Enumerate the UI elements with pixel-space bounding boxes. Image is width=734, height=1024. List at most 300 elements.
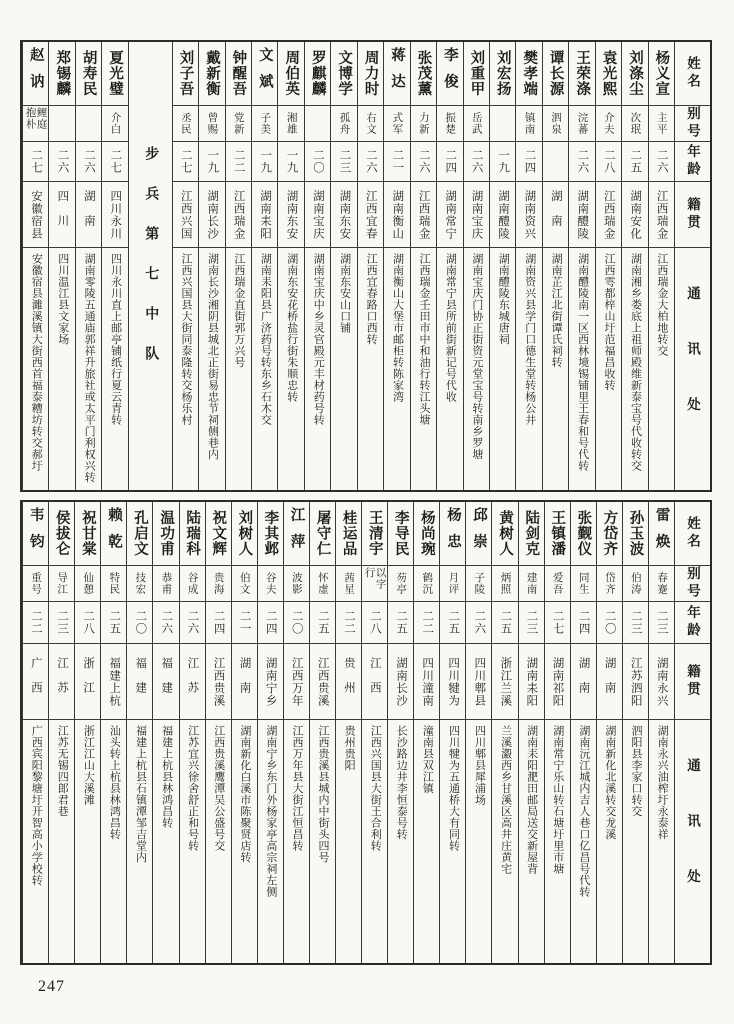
person-age: 二六 [56,149,69,174]
person-native: 湖南 [238,657,251,706]
person-age: 二六 [655,149,668,174]
person-alias: 式军 [391,112,403,135]
cell-native [622,182,647,248]
cell-native [331,182,356,248]
cell-age [102,142,127,182]
person-native: 江西 [368,657,381,706]
person-address: 江西贵溪县城内中街头四号 [317,725,330,863]
person-age: 二一 [238,610,251,635]
person-address: 四川永川直上邮亭铺纸行夏云青转 [109,253,122,426]
person-native: 四川永川 [109,189,122,240]
cell-native [623,644,648,720]
cell-age [622,142,647,182]
cell-age [49,602,74,644]
person-native: 江西瑞金 [655,189,668,240]
cell-alias [543,106,568,142]
cell-native [180,644,205,720]
cell-address [180,720,205,963]
cell-age [23,142,48,182]
person-alias: 芴亭 [395,572,407,595]
cell-address [284,720,309,963]
cell-native [206,644,231,720]
person-name: 杨义宣 [653,50,670,97]
person-native: 江西瑞金 [602,189,615,240]
cell-name [305,42,330,106]
person-age: 二三 [629,610,642,635]
cell-native [543,182,568,248]
person-name: 周伯英 [283,50,300,97]
person-name: 孙玉波 [627,510,644,557]
cell-native [226,182,251,248]
person-name: 郑锡麟 [54,50,71,97]
person-age: 二二 [232,149,245,174]
cell-name [284,502,309,566]
section-label-column [128,42,172,490]
cell-native [516,182,541,248]
person-name: 钟醒吾 [230,50,247,97]
person-age: 二四 [264,610,277,635]
cell-age [278,142,303,182]
person-age: 一九 [206,149,219,174]
header-age-label: 年龄 [685,144,701,179]
cell-alias [199,106,224,142]
person-native: 江苏泗阳 [629,656,642,707]
person-column [489,42,515,490]
person-address: 湖南新化北溪转交龙溪 [603,725,616,840]
person-native: 湖南东安 [338,189,351,240]
person-age: 二五 [629,149,642,174]
person-native: 江苏 [55,657,68,706]
person-address: 贵州贵阳 [343,725,356,771]
person-column [257,502,283,963]
cell-address [571,720,596,963]
person-age: 二七 [109,149,122,174]
cell-alias [516,106,541,142]
person-native: 福建 [160,657,173,706]
person-alias: 曾赐 [206,112,218,135]
person-age: 二六 [576,149,589,174]
cell-name [571,502,596,566]
header-cell-address [675,248,710,490]
cell-name [519,502,544,566]
cell-native [252,182,277,248]
cell-address [336,720,361,963]
cell-name [206,502,231,566]
cell-native [232,644,257,720]
person-column [309,502,335,963]
person-name: 刘重甲 [468,50,485,97]
cell-name [310,502,335,566]
person-name: 黄树人 [497,510,514,557]
person-alias: 子美 [259,112,271,135]
person-name: 赖乾 [105,506,122,561]
person-address: 湖南东安山口铺 [338,253,351,334]
person-column [622,502,648,963]
page-number: 247 [38,978,65,995]
cell-address [75,720,100,963]
cell-alias [440,566,465,602]
cell-name [623,502,648,566]
person-alias: 丞民 [179,112,191,135]
header-native-label: 籍贯 [685,197,701,232]
section-label: 步兵第七中队 [143,146,159,386]
cell-address [252,248,277,490]
person-alias: 波影 [290,572,302,595]
cell-alias [362,566,387,602]
cell-name [232,502,257,566]
person-name: 祝文辉 [210,510,227,557]
person-address: 江西瑞金直街郭万兴号 [232,253,245,368]
cell-age [362,602,387,644]
person-name: 张茂薰 [415,50,432,97]
header-column [674,502,710,963]
cell-address [199,248,224,490]
person-alias: 导江 [56,572,68,595]
person-column [231,502,257,963]
person-age: 二四 [444,149,457,174]
person-age: 二二 [421,610,434,635]
person-age: 二六 [473,610,486,635]
person-column [75,42,101,490]
person-age: 二〇 [290,610,303,635]
person-name: 韦钧 [27,506,44,561]
person-alias: 岳武 [470,112,482,135]
cell-age [384,142,409,182]
cell-name [226,42,251,106]
cell-alias [252,106,277,142]
person-column [410,42,436,490]
person-address: 湖南醴陵南一区西林境锡铺里王春和号代转 [576,253,589,472]
person-age: 二五 [395,610,408,635]
person-age: 二二 [342,610,355,635]
person-native: 江西瑞金 [232,189,245,240]
person-age: 二五 [108,610,121,635]
person-age: 二四 [577,610,590,635]
person-age: 二〇 [312,149,325,174]
person-address: 福建上杭县石镇潭邹吉堂内 [134,725,147,863]
person-alias: 怀虚 [316,572,328,595]
person-alias: 月评 [447,572,459,595]
cell-native [490,182,515,248]
person-alias: 春蹇 [655,572,667,595]
cell-native [102,182,127,248]
person-age: 二八 [369,610,382,635]
cell-alias [384,106,409,142]
cell-age [388,602,413,644]
person-name: 王镇潘 [549,510,566,557]
header-column [674,42,710,490]
cell-age [466,602,491,644]
cell-alias [466,566,491,602]
cell-age [411,142,436,182]
person-column [179,502,205,963]
cell-age [258,602,283,644]
person-address: 江西瑞金大柏地转交 [655,253,668,357]
cell-native [414,644,439,720]
cell-address [649,248,674,490]
person-alias: 技宏 [134,572,146,595]
person-column [518,502,544,963]
person-alias: 镇南 [523,112,535,135]
cell-native [258,644,283,720]
person-column [595,42,621,490]
person-address: 江西万年县大街江恒昌转 [290,725,303,852]
person-name: 屠守仁 [314,510,331,557]
person-alias: 泗泉 [550,112,562,135]
person-address: 湖南资兴县学门口德生堂转杨公井 [523,253,536,426]
cell-age [440,602,465,644]
cell-native [76,182,101,248]
cell-alias [23,106,48,142]
cell-address [49,720,74,963]
cell-native [597,644,622,720]
cell-native [173,182,198,248]
person-address: 安徽宿县濉溪镇大街西首福泰糟坊转交郝圩 [30,253,43,472]
person-age: 二二 [30,610,43,635]
person-alias: 以字行 [363,566,386,590]
person-native: 湖南长沙 [206,189,219,240]
person-address: 湖南醴陵东城唐祠 [497,253,510,345]
person-age: 一九 [497,149,510,174]
person-name: 李其邺 [262,510,279,557]
person-age: 二六 [417,149,430,174]
person-address: 浙江江山大溪滩 [82,725,95,806]
person-address: 湖南东安花桥盐行街朱顺忠转 [285,253,298,403]
person-age: 二五 [316,610,329,635]
cell-alias [490,106,515,142]
cell-alias [596,106,621,142]
person-name: 王清宇 [366,510,383,557]
cell-name [464,42,489,106]
cell-age [206,602,231,644]
header-cell-name [675,42,710,106]
person-alias: 介夫 [602,112,614,135]
person-native: 湖南常宁 [444,189,457,240]
cell-alias [75,566,100,602]
person-name: 侯拔仑 [53,510,70,557]
person-column [251,42,277,490]
cell-alias [411,106,436,142]
person-address: 兰溪瀫西乡甘溪区高井庄黄宅 [499,725,512,875]
header-name-label: 姓名 [685,56,701,91]
person-column [172,42,198,490]
roster-table-bottom [20,500,712,965]
person-column [126,502,152,963]
cell-name [649,42,674,106]
cell-address [411,248,436,490]
cell-age [649,602,674,644]
cell-alias [102,106,127,142]
cell-age [437,142,462,182]
cell-native [492,644,517,720]
cell-native [305,182,330,248]
cell-address [258,720,283,963]
cell-age [336,602,361,644]
person-native: 江西兴国 [179,189,192,240]
person-column [387,502,413,963]
cell-age [516,142,541,182]
person-name: 邱崇 [471,506,488,561]
cell-native [569,182,594,248]
person-native: 湖南耒阳 [259,189,272,240]
person-column [283,502,309,963]
cell-name [596,42,621,106]
cell-alias [278,106,303,142]
person-address: 江西兴国县大街同泰隆转交杨乐村 [180,253,193,426]
cell-alias [464,106,489,142]
person-native: 浙江兰溪 [499,656,512,707]
cell-address [437,248,462,490]
person-column [439,502,465,963]
cell-name [516,42,541,106]
cell-address [23,720,48,963]
person-column [22,502,48,963]
cell-age [199,142,224,182]
cell-name [411,42,436,106]
cell-name [545,502,570,566]
person-alias: 恭甫 [160,572,172,595]
cell-native [437,182,462,248]
cell-native [101,644,126,720]
cell-address [153,720,178,963]
cell-address [543,248,568,490]
cell-alias [623,566,648,602]
person-alias: 仙憩 [82,572,94,595]
cell-age [310,602,335,644]
person-address: 江西宜春路口西转 [365,253,378,345]
cell-alias [310,566,335,602]
cell-age [490,142,515,182]
cell-address [226,248,251,490]
cell-age [623,602,648,644]
cell-age [226,142,251,182]
person-alias: 力新 [417,112,429,135]
cell-native [153,644,178,720]
header-address-label: 通讯处 [685,758,701,925]
person-column [463,42,489,490]
cell-native [388,644,413,720]
cell-name [543,42,568,106]
person-age: 二三 [655,610,668,635]
header-cell-alias [675,106,710,142]
person-address: 四川犍为五通桥大有同转 [447,725,460,852]
person-native: 湖南 [577,657,590,706]
cell-alias [571,566,596,602]
cell-native [384,182,409,248]
person-name: 樊孝端 [521,50,538,97]
person-alias: 子陵 [473,572,485,595]
person-native: 江西贵溪 [212,656,225,707]
cell-age [305,142,330,182]
person-name: 文斌 [256,46,273,101]
cell-alias [127,566,152,602]
header-alias-label: 别号 [685,106,701,141]
person-address: 湖南宝庆中乡灵官殿元丰材药号转 [312,253,325,426]
header-alias-label: 别号 [685,566,701,601]
cell-alias [226,106,251,142]
person-column [648,42,674,490]
person-age: 二三 [525,610,538,635]
person-address: 汕头转上杭县林鸿昌转 [108,725,121,840]
cell-age [252,142,277,182]
person-name: 刘涤尘 [626,50,643,97]
cell-alias [49,106,74,142]
person-column [74,502,100,963]
person-address: 广西宾阳黎塘圩开智高小学校转 [30,725,43,886]
cell-address [569,248,594,490]
cell-name [180,502,205,566]
person-native: 湖南宁乡 [264,656,277,707]
person-address: 江西贵溪鹰潭吴公盛号交 [212,725,225,852]
person-name: 刘树人 [236,510,253,557]
cell-alias [331,106,356,142]
person-address: 长沙路边井李恒泰号转 [395,725,408,840]
header-cell-alias [675,566,710,602]
cell-address [101,720,126,963]
cell-alias [519,566,544,602]
cell-native [278,182,303,248]
person-age: 二七 [179,149,192,174]
person-age: 一九 [285,149,298,174]
person-address: 湖南永兴油榨圩永泰祥 [656,725,669,840]
person-age: 二四 [523,149,536,174]
person-name: 李俊 [441,46,458,101]
cell-name [384,42,409,106]
cell-age [492,602,517,644]
cell-alias [49,566,74,602]
cell-address [464,248,489,490]
cell-native [23,182,48,248]
header-age-label: 年龄 [685,605,701,640]
cell-address [127,720,152,963]
person-name: 袁光熙 [600,50,617,97]
person-native: 安徽宿县 [29,189,42,240]
person-name: 方岱齐 [601,510,618,557]
header-cell-address [675,720,710,963]
cell-age [569,142,594,182]
person-column [357,42,383,490]
person-column [436,42,462,490]
cell-native [464,182,489,248]
person-age: 二六 [186,610,199,635]
cell-age [75,602,100,644]
person-native: 湖南东安 [285,189,298,240]
person-alias: 谷夫 [264,572,276,595]
person-native: 湖南醴陵 [576,189,589,240]
person-native: 湖南宝庆 [311,189,324,240]
person-name: 罗麒麟 [309,50,326,97]
person-age: 二六 [82,149,95,174]
cell-name [102,42,127,106]
person-column [544,502,570,963]
cell-native [545,644,570,720]
person-column [100,502,126,963]
header-name-label: 姓名 [685,516,701,551]
cell-address [388,720,413,963]
person-native: 江西瑞金 [417,189,430,240]
person-native: 四川犍为 [447,656,460,707]
person-address: 湖南衡山大堡市邮柜转陈家湾 [391,253,404,403]
cell-native [49,182,74,248]
person-native: 浙江 [82,657,95,706]
person-native: 湖南祁阳 [551,656,564,707]
person-native: 湖南醴陵 [496,189,509,240]
roster-table-top [20,40,712,492]
person-alias: 次珉 [629,112,641,135]
person-alias: 伯涛 [629,572,641,595]
cell-native [411,182,436,248]
cell-alias [206,566,231,602]
